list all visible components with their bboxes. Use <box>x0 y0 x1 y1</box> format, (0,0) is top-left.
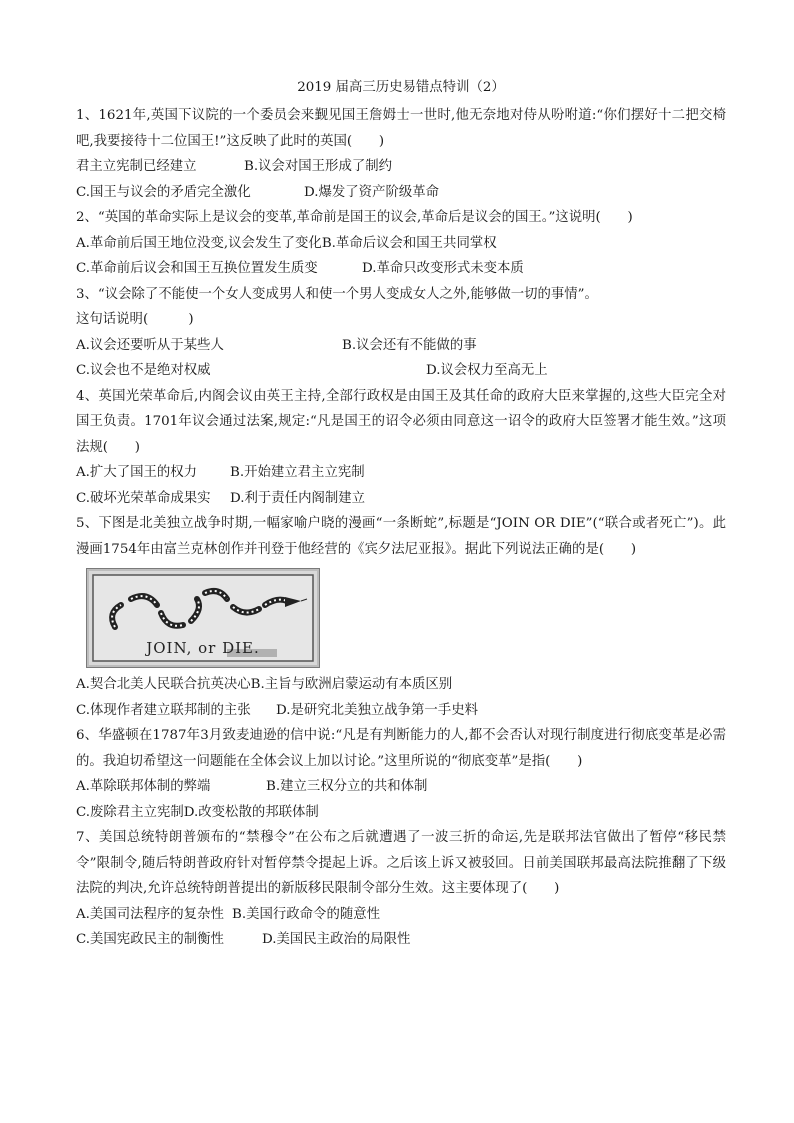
option-row <box>76 358 726 384</box>
option-c: C.废除君主立宪制 <box>76 804 184 820</box>
option-c: C.革命前后议会和国王互换位置发生质变 <box>76 261 318 276</box>
question-stem: 7、美国总统特朗普颁布的“禁穆令”在公布之后就遭遇了一波三折的命运,先是联邦法官做出了暂停“移民禁令”限制令,随后特朗普政府针对暂停禁令提起上诉。之后该上诉又被驳回。日前美国联邦最高法院推翻了下级法院的判决,允许总统特朗普提出的新版移民限制令部分生效。这主要体现了( ) <box>76 830 726 896</box>
question-5 <box>76 511 726 723</box>
question-stem: 2、“英国的革命实际上是议会的变革,革命前是国王的议会,革命后是议会的国王。”这说明( ) <box>76 210 633 225</box>
option-c: C.体现作者建立联邦制的主张 <box>76 702 251 718</box>
cartoon-caption: JOIN, or DIE. <box>146 638 260 657</box>
option-c: C.议会也不是绝对权威 <box>76 363 211 378</box>
question-stem: 3、“议会除了不能使一个女人变成男人和使一个男人变成女人之外,能够做一切的事情”。 <box>76 286 598 302</box>
option-b: B.议会还有不能做的事 <box>342 337 477 353</box>
question-stem: 5、下图是北美独立战争时期,一幅家喻户晓的漫画“一条断蛇”,标题是“JOIN OR DIE”(“联合或者死亡”)。此漫画1754年由富兰克林创作并刊登于他经营的《宾夕法尼亚报》。据此下列说法正确的是( ) <box>76 516 726 557</box>
option-b: B.主旨与欧洲启蒙运动有本质区别 <box>250 677 453 692</box>
option-d: D.利于责任内阁制建立 <box>230 490 366 506</box>
question-6 <box>76 723 726 825</box>
option-c: C.破坏光荣革命成果实 <box>76 490 211 506</box>
option-row <box>76 774 726 800</box>
option-row <box>76 927 726 953</box>
document-title: 2019 届高三历史易错点特训（2） <box>297 80 505 95</box>
option-d: D.改变松散的邦联体制 <box>183 804 319 820</box>
option-a: A.议会还要听从于某些人 <box>76 337 224 353</box>
option-b: B.美国行政命令的随意性 <box>232 906 381 922</box>
join-or-die-cartoon <box>86 568 320 668</box>
option-row <box>76 180 726 206</box>
option-row <box>76 800 726 826</box>
option-row <box>76 256 726 282</box>
option-d: D.爆发了资产阶级革命 <box>304 184 440 200</box>
option-row <box>76 672 726 698</box>
question-3 <box>76 282 726 384</box>
question-stem: 6、华盛顿在1787年3月致麦迪逊的信中说:“凡是有判断能力的人,都不会否认对现行制度进行彻底变革是必需的。我迫切希望这一问题能在全体会议上加以讨论。”这里所说的“彻底变革”是指( ) <box>76 728 726 769</box>
option-a: A.革除联邦体制的弊端 <box>76 779 211 794</box>
option-b: B.建立三权分立的共和体制 <box>266 779 428 794</box>
option-a: A.革命前后国王地位没变,议会发生了变化 <box>76 235 322 251</box>
option-d: D.美国民主政治的局限性 <box>262 932 411 947</box>
question-stem: 1、1621年,英国下议院的一个委员会来觐见国王詹姆士一世时,他无奈地对侍从吩咐道:“你们摆好十二把交椅吧,我要接待十二位国王!”这反映了此时的英国( ) <box>76 108 726 149</box>
option-b: B.革命后议会和国王共同掌权 <box>321 235 497 251</box>
option-row <box>76 154 726 180</box>
document-page <box>76 78 726 953</box>
option-b: B.议会对国王形成了制约 <box>244 159 393 174</box>
option-c: C.国王与议会的矛盾完全激化 <box>76 184 251 200</box>
option-d: D.革命只改变形式未变本质 <box>362 261 524 276</box>
option-row <box>76 460 726 486</box>
option-row <box>76 698 726 724</box>
option-row <box>76 231 726 257</box>
option-a: A.扩大了国王的权力 <box>76 465 198 480</box>
question-7 <box>76 825 726 953</box>
question-1 <box>76 103 726 205</box>
question-4 <box>76 384 726 512</box>
question-2 <box>76 205 726 282</box>
option-row <box>76 902 726 928</box>
question-stem: 4、英国光荣革命后,内阁会议由英王主持,全部行政权是由国王及其任命的政府大臣来掌握的,这些大臣完全对国王负责。1701年议会通过法案,规定:“凡是国王的诏令必须由同意这一诏令的政府大臣签署才能生效。”这项法规( ) <box>76 388 726 455</box>
option-d: D.议会权力至高无上 <box>426 363 548 378</box>
option-a: A.契合北美人民联合抗英决心 <box>76 677 251 692</box>
option-a: A.美国司法程序的复杂性 <box>76 906 224 922</box>
option-b: B.开始建立君主立宪制 <box>230 465 365 480</box>
option-row <box>76 486 726 512</box>
option-c: C.美国宪政民主的制衡性 <box>76 932 224 947</box>
option: 君主立宪制已经建立 <box>76 159 197 174</box>
option-row <box>76 333 726 359</box>
question-stem-cont: 这句话说明( ) <box>76 312 194 327</box>
option-d: D.是研究北美独立战争第一手史料 <box>276 702 478 718</box>
